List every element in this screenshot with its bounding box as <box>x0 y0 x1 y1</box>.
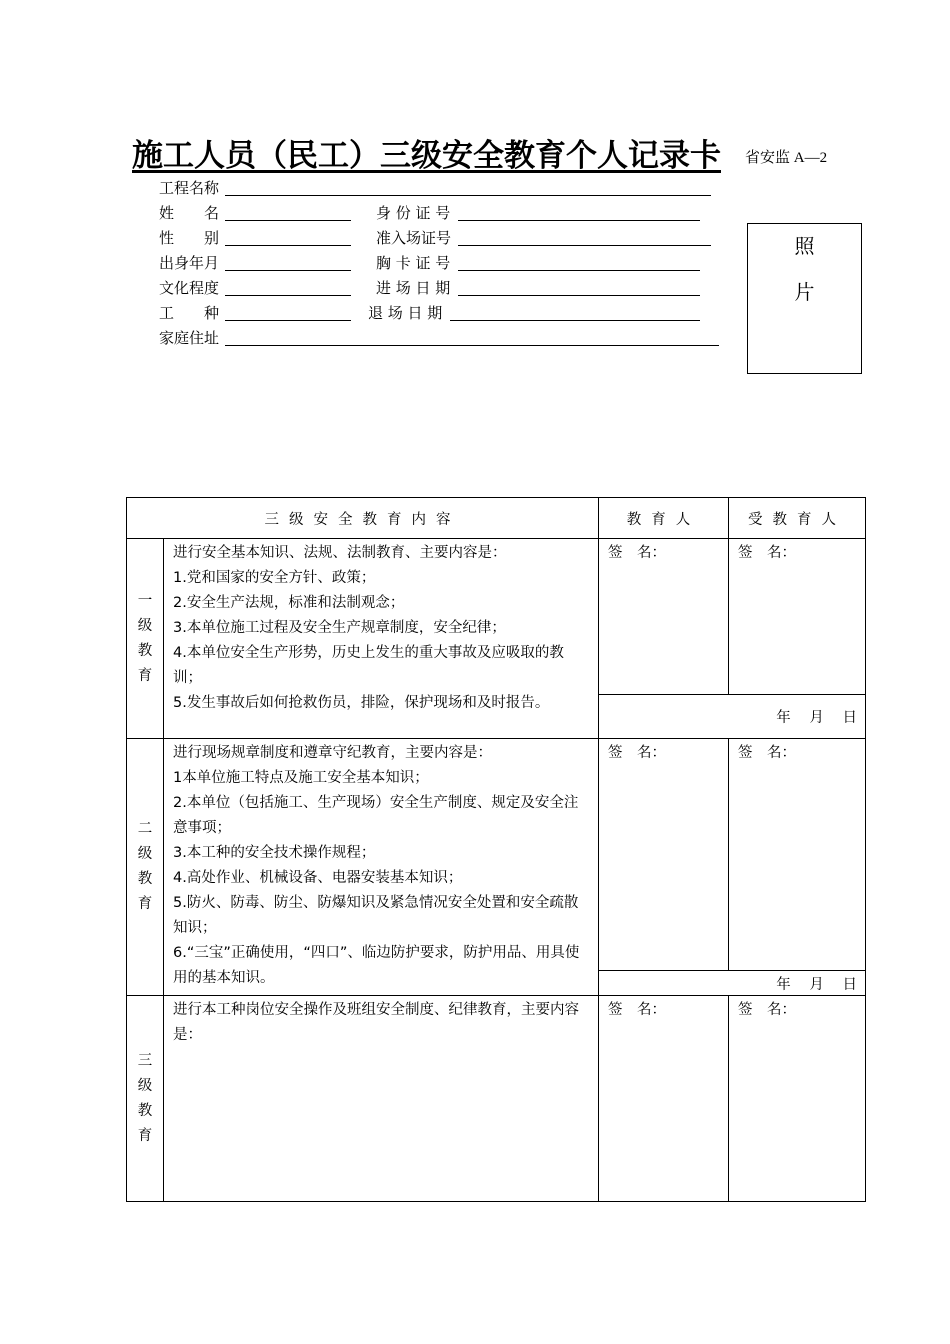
birth-label: 出身年月 <box>159 254 220 272</box>
trade-field[interactable] <box>159 302 354 324</box>
photo-label-2: 片 <box>794 280 815 304</box>
birth-line <box>225 270 351 271</box>
badge-field[interactable] <box>376 252 704 274</box>
level-2-line: 6.“三宝”正确使用，“四口”、临边防护要求，防护用品、用具使用的基本知识。 <box>173 945 580 986</box>
trade-label: 工 种 <box>159 304 220 322</box>
level-3-educatee-sign[interactable]: 签 名： <box>729 996 866 1202</box>
photo-label-1: 照 <box>794 234 815 258</box>
exit-date-field[interactable] <box>368 302 704 324</box>
entry-date-label: 进 场 日 期 <box>376 279 451 297</box>
level-1-line: 1.党和国家的安全方针、政策； <box>173 570 376 586</box>
level-3-line: 进行本工种岗位安全操作及班组安全制度、纪律教育，主要内容是： <box>173 1002 579 1043</box>
level-1-line: 2.安全生产法规，标准和法制观念； <box>173 595 405 611</box>
gender-field[interactable] <box>159 227 354 249</box>
level-1-content <box>164 539 599 739</box>
project-name-field[interactable] <box>159 177 714 199</box>
project-name-label: 工程名称 <box>159 179 220 197</box>
entry-permit-field[interactable] <box>376 227 714 249</box>
address-field[interactable] <box>159 327 721 349</box>
level-2-educator-sign[interactable]: 签 名： <box>599 739 729 971</box>
entry-permit-line <box>458 245 711 246</box>
level-3-educator-sign[interactable]: 签 名： <box>599 996 729 1202</box>
header-content: 三级安全教育内容 <box>127 498 599 539</box>
trade-line <box>225 320 351 321</box>
name-field[interactable] <box>159 202 354 224</box>
level-1-educator-sign[interactable]: 签 名： <box>599 539 729 695</box>
form-code: 省安监 A—2 <box>745 150 828 166</box>
level-1-date[interactable]: 年 月 日 <box>599 695 866 739</box>
level-3-content <box>164 996 599 1202</box>
id-number-field[interactable] <box>376 202 704 224</box>
photo-box <box>747 223 862 374</box>
level-1-line: 进行安全基本知识、法规、法制教育、主要内容是： <box>173 545 507 561</box>
entry-date-field[interactable] <box>376 277 704 299</box>
level-1-line: 4.本单位安全生产形势，历史上发生的重大事故及应吸取的教训； <box>173 645 564 686</box>
address-line <box>225 345 719 346</box>
gender-line <box>225 245 351 246</box>
id-number-label: 身 份 证 号 <box>376 204 451 222</box>
level-2-line: 3.本工种的安全技术操作规程； <box>173 845 376 861</box>
header-educatee: 受教育人 <box>729 498 866 539</box>
level-1-line: 3.本单位施工过程及安全生产规章制度，安全纪律； <box>173 620 506 636</box>
badge-line <box>458 270 700 271</box>
education-table <box>126 497 866 1202</box>
level-2-line: 1本单位施工特点及施工安全基本知识； <box>173 770 429 786</box>
entry-permit-label: 准入场证号 <box>376 229 452 247</box>
badge-label: 胸 卡 证 号 <box>376 254 451 272</box>
level-1-line: 5.发生事故后如何抢救伤员，排险，保护现场和及时报告。 <box>173 695 550 711</box>
name-label: 姓 名 <box>159 204 220 222</box>
address-label: 家庭住址 <box>159 329 220 347</box>
project-name-line <box>225 195 711 196</box>
header-educator: 教育人 <box>599 498 729 539</box>
level-3-label: 三 级 教 育 <box>127 996 164 1202</box>
birth-field[interactable] <box>159 252 354 274</box>
level-2-line: 4.高处作业、机械设备、电器安装基本知识； <box>173 870 463 886</box>
level-1-label: 一 级 教 育 <box>127 539 164 739</box>
education-field[interactable] <box>159 277 354 299</box>
level-2-educatee-sign[interactable]: 签 名： <box>729 739 866 971</box>
level-2-content <box>164 739 599 996</box>
exit-date-label: 退 场 日 期 <box>368 304 443 322</box>
gender-label: 性 别 <box>159 229 220 247</box>
level-2-label: 二 级 教 育 <box>127 739 164 996</box>
level-2-line: 进行现场规章制度和遵章守纪教育，主要内容是： <box>173 745 492 761</box>
name-line <box>225 220 351 221</box>
level-2-line: 5.防火、防毒、防尘、防爆知识及紧急情况安全处置和安全疏散知识； <box>173 895 579 936</box>
page-title: 施工人员（民工）三级安全教育个人记录卡 <box>132 138 721 174</box>
level-2-date[interactable]: 年 月 日 <box>599 971 866 996</box>
level-1-educatee-sign[interactable]: 签 名： <box>729 539 866 695</box>
education-label: 文化程度 <box>159 279 220 297</box>
level-2-line: 2.本单位（包括施工、生产现场）安全生产制度、规定及安全注意事项； <box>173 795 579 836</box>
education-line <box>225 295 351 296</box>
entry-date-line <box>458 295 700 296</box>
exit-date-line <box>450 320 700 321</box>
id-number-line <box>458 220 700 221</box>
